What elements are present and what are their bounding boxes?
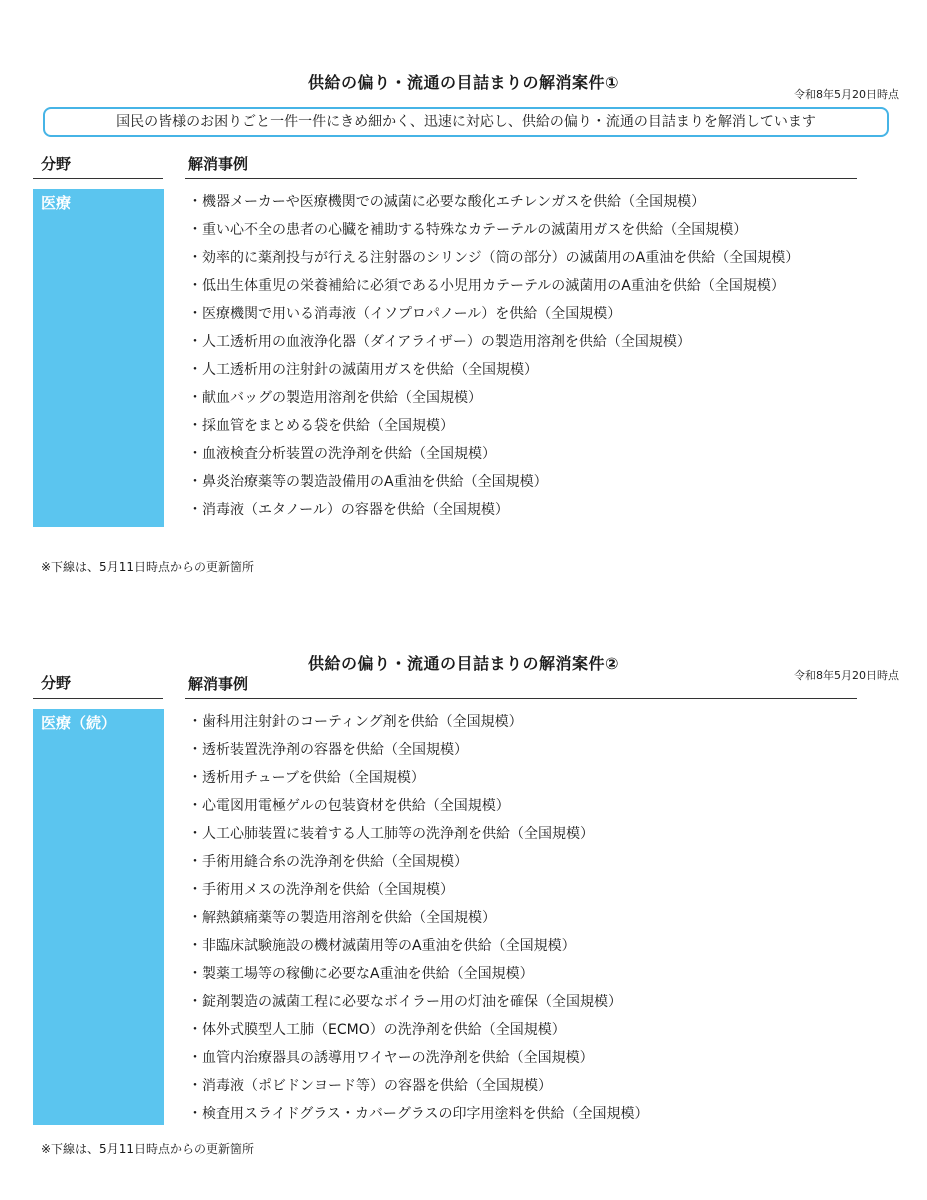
list-item: ・手術用メスの洗浄剤を供給（全国規模） <box>188 882 454 898</box>
section1-banner: 国民の皆様のお困りごと一件一件にきめ細かく、迅速に対応し、供給の偏り・流通の目詰まりを解消しています <box>43 107 889 137</box>
section2-date: 令和8年5月20日時点 <box>794 669 899 682</box>
list-item: ・歯科用注射針のコーティング剤を供給（全国規模） <box>188 714 523 730</box>
section2-header-field: 分野 <box>41 674 72 692</box>
list-item: ・体外式膜型人工肺（ECMO）の洗浄剤を供給（全国規模） <box>188 1022 566 1038</box>
section1-header-field: 分野 <box>41 155 72 173</box>
list-item: ・機器メーカーや医療機関での滅菌に必要な酸化エチレンガスを供給（全国規模） <box>188 194 706 210</box>
section2-header-rule-right <box>185 698 857 699</box>
section2-items-list <box>188 708 648 1128</box>
section1-title: 供給の偏り・流通の目詰まりの解消案件① <box>307 73 620 92</box>
section2-header-examples: 解消事例 <box>188 675 249 693</box>
list-item: ・錠剤製造の滅菌工程に必要なボイラー用の灯油を確保（全国規模） <box>188 994 622 1010</box>
list-item: ・血管内治療器具の誘導用ワイヤーの洗浄剤を供給（全国規模） <box>188 1050 594 1066</box>
list-item: ・人工透析用の注射針の滅菌用ガスを供給（全国規模） <box>188 362 538 378</box>
section1-header-rule-right <box>185 178 857 179</box>
list-item: ・重い心不全の患者の心臓を補助する特殊なカテーテルの滅菌用ガスを供給（全国規模） <box>188 222 748 238</box>
section2-header-rule-left <box>33 698 163 699</box>
section1-field-label: 医療 <box>41 194 72 212</box>
list-item: ・製薬工場等の稼働に必要なA重油を供給（全国規模） <box>188 966 534 982</box>
list-item: ・採血管をまとめる袋を供給（全国規模） <box>188 418 454 434</box>
section2-footnote: ※下線は、5月11日時点からの更新箇所 <box>41 1142 254 1156</box>
section1-items-list <box>188 188 799 524</box>
list-item: ・献血バッグの製造用溶剤を供給（全国規模） <box>188 390 482 406</box>
list-item: ・手術用縫合糸の洗浄剤を供給（全国規模） <box>188 854 468 870</box>
section2-field-label: 医療（続） <box>41 714 117 732</box>
section1-header-examples: 解消事例 <box>188 155 249 173</box>
list-item: ・鼻炎治療薬等の製造設備用のA重油を供給（全国規模） <box>188 474 548 490</box>
list-item: ・透析装置洗浄剤の容器を供給（全国規模） <box>188 742 468 758</box>
list-item: ・低出生体重児の栄養補給に必須である小児用カテーテルの滅菌用のA重油を供給（全国規模） <box>188 278 785 294</box>
section1-header-rule-left <box>33 178 163 179</box>
list-item: ・血液検査分析装置の洗浄剤を供給（全国規模） <box>188 446 496 462</box>
list-item: ・消毒液（ポビドンヨード等）の容器を供給（全国規模） <box>188 1078 552 1094</box>
section2-field-box <box>33 709 164 1125</box>
section1-date: 令和8年5月20日時点 <box>794 88 899 101</box>
list-item: ・消毒液（エタノール）の容器を供給（全国規模） <box>188 502 509 518</box>
list-item: ・人工心肺装置に装着する人工肺等の洗浄剤を供給（全国規模） <box>188 826 594 842</box>
section1-footnote: ※下線は、5月11日時点からの更新箇所 <box>41 560 254 574</box>
list-item: ・人工透析用の血液浄化器（ダイアライザー）の製造用溶剤を供給（全国規模） <box>188 334 691 350</box>
list-item: ・解熱鎮痛薬等の製造用溶剤を供給（全国規模） <box>188 910 496 926</box>
section2-title: 供給の偏り・流通の目詰まりの解消案件② <box>307 654 620 673</box>
list-item: ・心電図用電極ゲルの包装資材を供給（全国規模） <box>188 798 510 814</box>
list-item: ・透析用チューブを供給（全国規模） <box>188 770 425 786</box>
list-item: ・医療機関で用いる消毒液（イソプロパノール）を供給（全国規模） <box>188 306 622 322</box>
list-item: ・非臨床試験施設の機材滅菌用等のA重油を供給（全国規模） <box>188 938 576 954</box>
section1-field-box <box>33 189 164 527</box>
list-item: ・検査用スライドグラス・カバーグラスの印字用塗料を供給（全国規模） <box>188 1106 649 1122</box>
list-item: ・効率的に薬剤投与が行える注射器のシリンジ（筒の部分）の滅菌用のA重油を供給（全国規模） <box>188 250 800 266</box>
